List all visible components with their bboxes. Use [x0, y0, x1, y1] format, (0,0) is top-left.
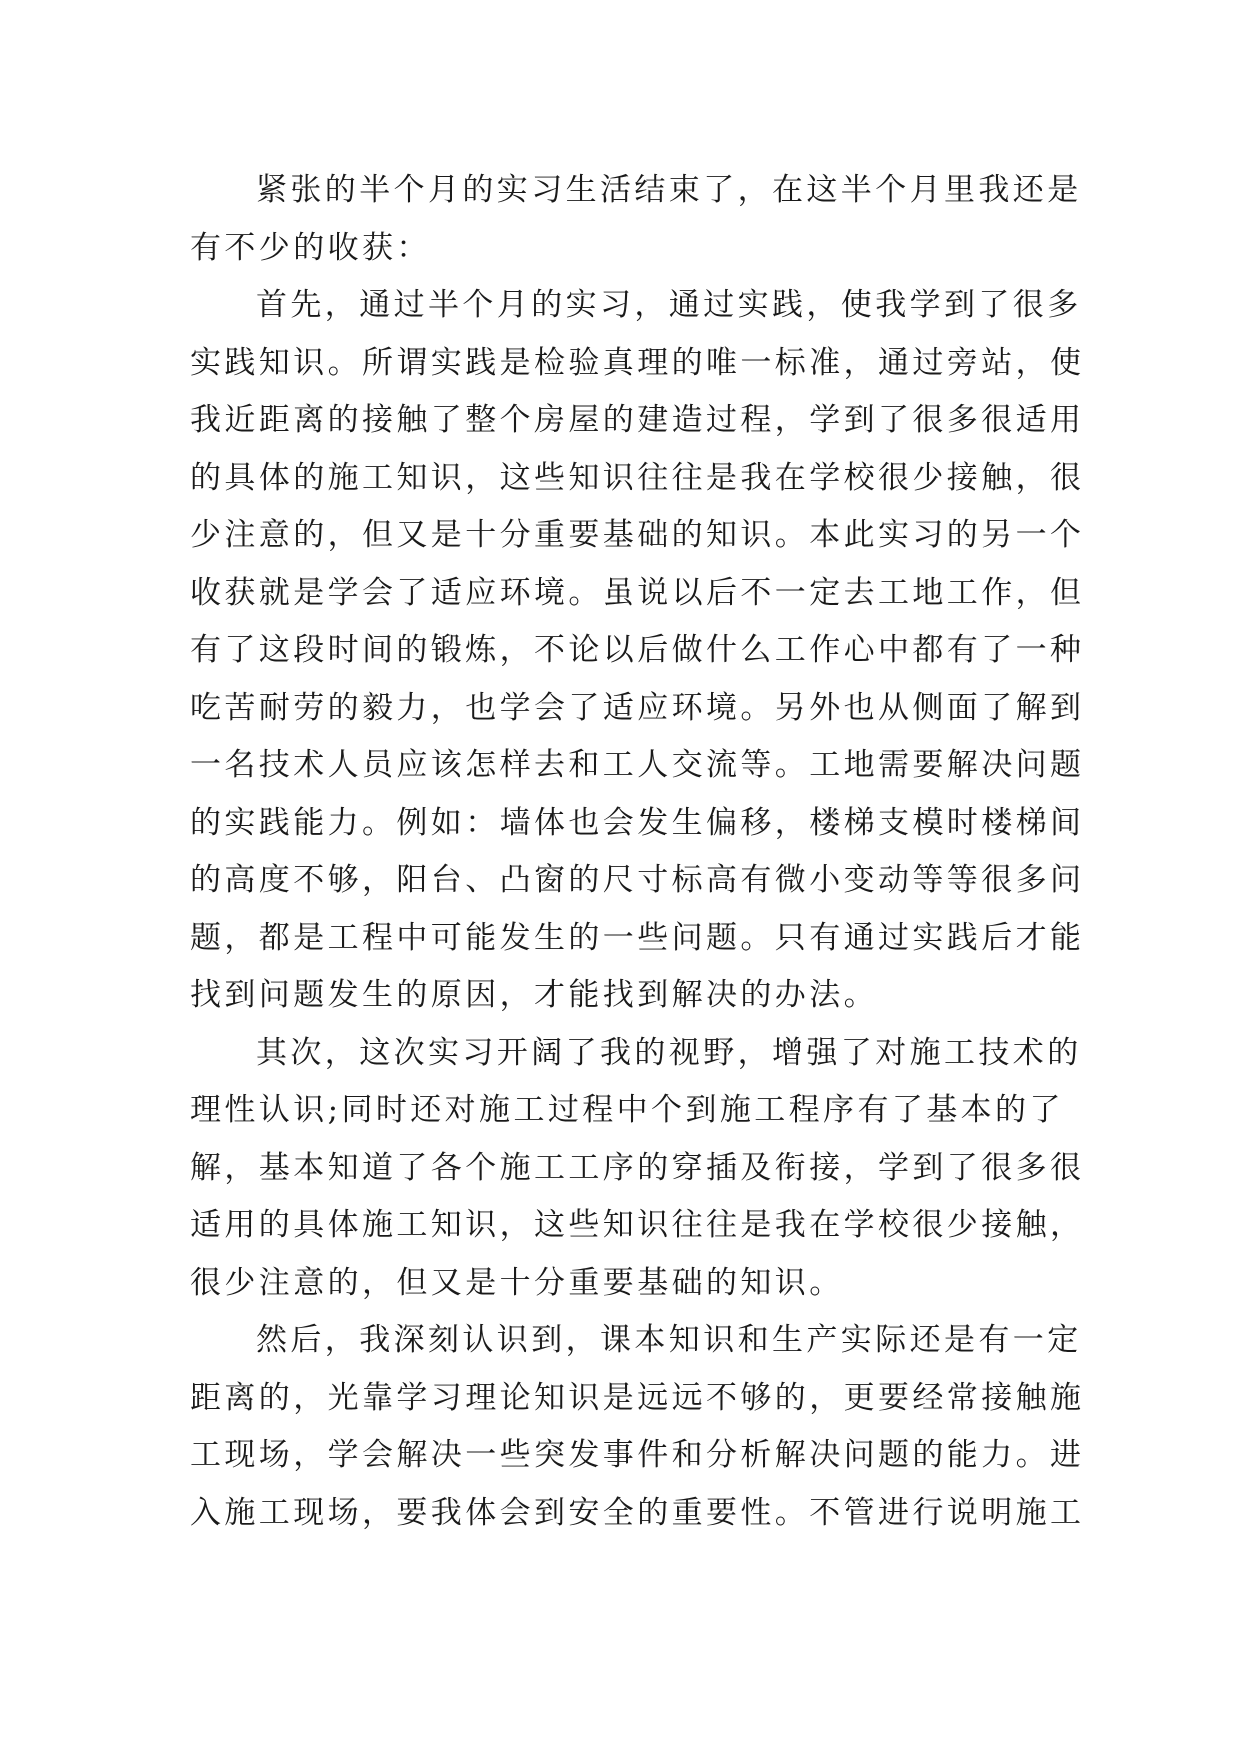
text-line: 入施工现场，要我体会到安全的重要性。不管进行说明施工	[190, 1494, 1085, 1531]
text-line: 的高度不够，阳台、凸窗的尺寸标高有微小变动等等很多问	[190, 862, 1085, 898]
text-line: 的实践能力。例如：墙体也会发生偏移，楼梯支模时楼梯间	[190, 804, 1085, 841]
text-line: 有了这段时间的锻炼，不论以后做什么工作心中都有了一种	[190, 632, 1085, 668]
text-line: 然后，我深刻认识到，课本知识和生产实际还是有一定	[256, 1322, 1082, 1358]
text-line: 适用的具体施工知识，这些知识往往是我在学校很少接触，	[190, 1207, 1085, 1243]
text-line: 工现场，学会解决一些突发事件和分析解决问题的能力。进	[190, 1437, 1085, 1473]
body-text	[190, 162, 1085, 1542]
text-line: 距离的，光靠学习理论知识是远远不够的，更要经常接触施	[190, 1379, 1085, 1416]
text-line: 的具体的施工知识，这些知识往往是我在学校很少接触，很	[190, 459, 1085, 496]
text-line: 吃苦耐劳的毅力，也学会了适应环境。另外也从侧面了解到	[190, 689, 1085, 726]
text-line: 有不少的收获：	[190, 229, 431, 266]
text-line: 理性认识;同时还对施工过程中个到施工程序有了基本的了	[190, 1092, 1064, 1128]
text-line: 紧张的半个月的实习生活结束了，在这半个月里我还是	[256, 172, 1082, 208]
text-line: 很少注意的，但又是十分重要基础的知识。	[190, 1264, 844, 1301]
text-line: 其次，这次实习开阔了我的视野，增强了对施工技术的	[256, 1034, 1082, 1071]
text-line: 我近距离的接触了整个房屋的建造过程，学到了很多很适用	[190, 402, 1085, 438]
text-line: 少注意的，但又是十分重要基础的知识。本此实习的另一个	[190, 517, 1085, 553]
text-line: 首先，通过半个月的实习，通过实践，使我学到了很多	[256, 287, 1082, 323]
text-line: 找到问题发生的原因，才能找到解决的办法。	[190, 977, 878, 1013]
text-line: 收获就是学会了适应环境。虽说以后不一定去工地工作，但	[190, 574, 1085, 611]
text-line: 题，都是工程中可能发生的一些问题。只有通过实践后才能	[190, 919, 1085, 956]
text-line: 解，基本知道了各个施工工序的穿插及衔接，学到了很多很	[190, 1149, 1085, 1186]
text-line: 实践知识。所谓实践是检验真理的唯一标准，通过旁站，使	[190, 344, 1085, 381]
text-line: 一名技术人员应该怎样去和工人交流等。工地需要解决问题	[190, 747, 1085, 783]
